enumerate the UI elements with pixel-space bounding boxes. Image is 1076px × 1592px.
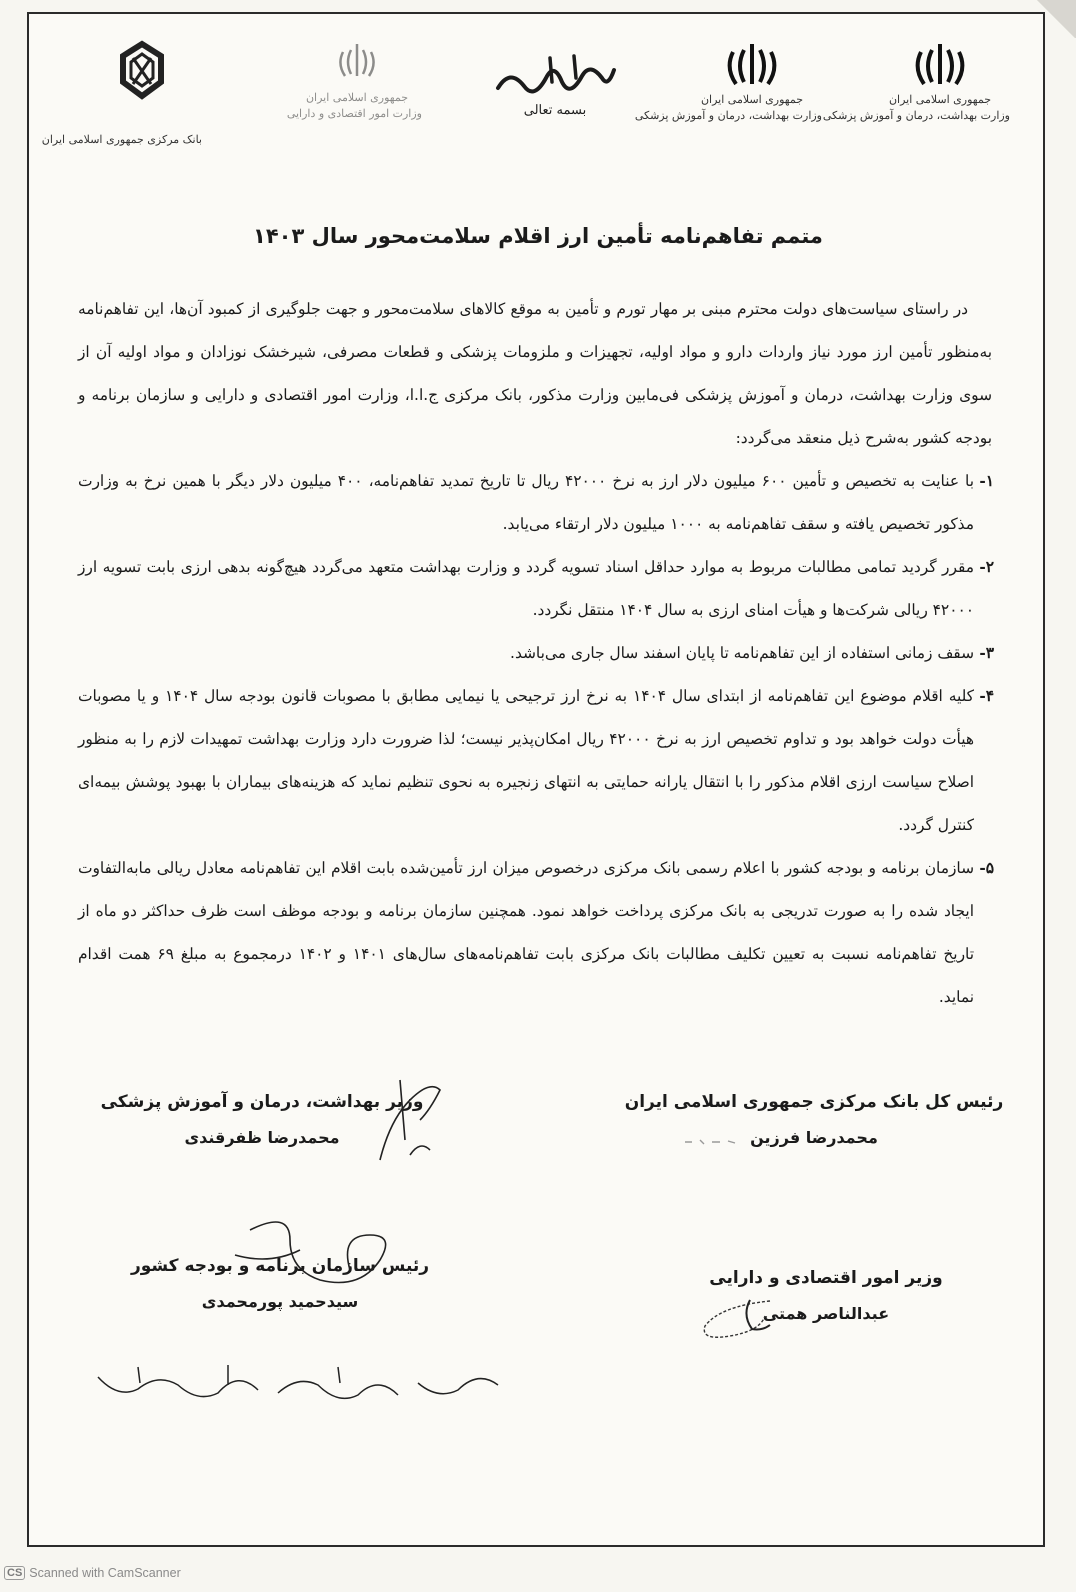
letterhead xyxy=(0,40,1076,165)
scanner-watermark xyxy=(4,1566,181,1580)
clause-text: با عنایت به تخصیص و تأمین ۶۰۰ میلیون دلار ارز به نرخ ۴۲۰۰۰ ریال تا تاریخ تمدید تفاهم‌نامه، ۴۰۰ میلیون دلار دیگر با همین نرخ به وزارت مذکور تخصیص یافته و سقف تفاهم‌نامه به ۱۰۰۰ میلیون دلار ارتقاء می‌یابد. xyxy=(78,472,974,533)
central-bank-emblem-icon xyxy=(111,40,173,102)
camscanner-logo-icon: CS xyxy=(4,1566,25,1580)
clause-3 xyxy=(78,632,992,675)
signatory-title: وزیر امور اقتصادی و دارایی xyxy=(709,1268,943,1288)
clause-4 xyxy=(78,675,992,847)
intro-paragraph: در راستای سیاست‌های دولت محترم مبنی بر مهار تورم و تأمین به موقع کالاهای سلامت‌محور و جهت جلوگیری از کمبود آن‌ها، این تفاهم‌نامه به‌منظور تأمین ارز مورد نیاز واردات دارو و مواد اولیه، تجهیزات و ملزومات پزشکی و قطعات مصرفی، شیرخشک نوزادان و مواد اولیه آن از سوی وزارت بهداشت، درمان و آموزش پزشکی فی‌مابین وزارت مذکور، بانک مرکزی ج.ا.ا، وزارت امور اقتصادی و دارایی و سازمان برنامه و بودجه کشور به‌شرح ذیل منعقد می‌گردد: xyxy=(78,300,992,447)
cbi-signature-dots xyxy=(680,1132,740,1152)
iran-emblem-icon xyxy=(337,40,377,84)
page-fold xyxy=(1028,0,1076,38)
clause-number: ۴- xyxy=(979,687,994,705)
clause-number: ۲- xyxy=(979,558,994,576)
pbo-signature-scribble xyxy=(230,1210,410,1300)
clause-text: سازمان برنامه و بودجه کشور با اعلام رسمی بانک مرکزی درخصوص میزان ارز تأمین‌شده بابت اقلام این تفاهم‌نامه معادل ریالی مابه‌التفاوت ایجاد شده را به صورت تدریجی به بانک مرکزی پرداخت خواهد نمود. همچنین سازمان برنامه و بودجه موظف است ظرف حداکثر دو ماه از تاریخ تفاهم‌نامه نسبت به تعیین تکلیف مطالبات بانک مرکزی بابت تفاهم‌نامه‌های سال‌های ۱۴۰۱ و ۱۴۰۲ درمجموع به مبلغ ۶۹ همت اقدام نماید. xyxy=(78,859,974,1006)
health-minister-signature-scribble xyxy=(360,1060,470,1170)
bismillah-calligraphy xyxy=(490,48,620,118)
signatory-title: وزیر بهداشت، درمان و آموزش پزشکی xyxy=(100,1092,424,1112)
signatory-title: رئیس کل بانک مرکزی جمهوری اسلامی ایران xyxy=(624,1092,1004,1112)
health-2-line1: جمهوری اسلامی ایران xyxy=(888,93,992,106)
iran-emblem-icon xyxy=(725,40,779,92)
central-bank-caption: بانک مرکزی جمهوری اسلامی ایران xyxy=(41,133,202,146)
ministry-economy-logo xyxy=(286,40,422,122)
signatory-name: سیدحمید پورمحمدی xyxy=(201,1292,359,1311)
health-ministry-logo-1 xyxy=(634,40,822,124)
clause-text: کلیه اقلام موضوع این تفاهم‌نامه از ابتدای سال ۱۴۰۴ به نرخ ارز ترجیحی یا نیمایی مطابق با مصوبات قانون بودجه سال ۱۴۰۴ و یا مصوبات هیأت دولت خواهد بود و تداوم تخصیص ارز به نرخ ۴۲۰۰۰ ریال امکان‌پذیر نیست؛ لذا ضرورت دارد وزارت بهداشت تمهیدات لازم را به منظور اصلاح سیاست ارزی اقلام مذکور را با انتقال یارانه حمایتی به انتهای زنجیره به نحوی تنظیم نماید که هزینه‌های بیماران با بهبود پوشش بیمه‌ای کنترل گردد. xyxy=(78,687,975,834)
signatory-title: رئیس سازمان برنامه و بودجه کشور xyxy=(130,1256,430,1276)
health-1-line2: وزارت بهداشت، درمان و آموزش پزشکی xyxy=(634,109,822,122)
signatory-name: محمدرضا ظفرقندی xyxy=(184,1128,340,1147)
clause-text: سقف زمانی استفاده از این تفاهم‌نامه تا پایان اسفند سال جاری می‌باشد. xyxy=(510,644,974,662)
handwritten-note xyxy=(78,1355,508,1415)
ministry-economy-line2: وزارت امور اقتصادی و دارایی xyxy=(286,107,422,120)
ministry-economy-line1: جمهوری اسلامی ایران xyxy=(305,91,409,104)
document-body xyxy=(78,288,992,1019)
clause-2 xyxy=(78,546,992,632)
signatory-name: عبدالناصر همتی xyxy=(762,1304,890,1323)
clause-number: ۳- xyxy=(979,644,994,662)
central-bank-logo xyxy=(41,40,202,148)
iran-emblem-icon xyxy=(913,40,967,92)
bismillah-text: بسمه تعالی xyxy=(523,103,587,118)
scanner-text: Scanned with CamScanner xyxy=(29,1566,181,1580)
clause-number: ۵- xyxy=(979,859,994,877)
health-1-line1: جمهوری اسلامی ایران xyxy=(700,93,804,106)
document-title: متمم تفاهم‌نامه تأمین ارز اقلام سلامت‌محور سال ۱۴۰۳ xyxy=(253,224,823,248)
clause-1 xyxy=(78,460,992,546)
clause-5 xyxy=(78,847,992,1019)
clause-text: مقرر گردید تمامی مطالبات مربوط به موارد حداقل اسناد تسویه گردد و وزارت بهداشت متعهد می‌گردد هیچ‌گونه بدهی ارزی بابت تسویه ارز ۴۲۰۰۰ ریالی شرکت‌ها و هیأت امنای ارزی به سال ۱۴۰۴ منتقل نگردد. xyxy=(78,558,974,619)
economy-signature-mark xyxy=(740,1295,780,1335)
clause-number: ۱- xyxy=(979,472,994,490)
handwritten-note-text: بند ۵ مبلغ ۶۹ همت باید برای رسیدگی گردد xyxy=(78,1413,96,1414)
health-2-line2: وزارت بهداشت، درمان و آموزش پزشکی xyxy=(822,109,1010,122)
health-ministry-logo-2 xyxy=(822,40,1010,124)
signature-cbi-governor xyxy=(614,1092,1014,1147)
signatory-name: محمدرضا فرزین xyxy=(750,1128,878,1147)
